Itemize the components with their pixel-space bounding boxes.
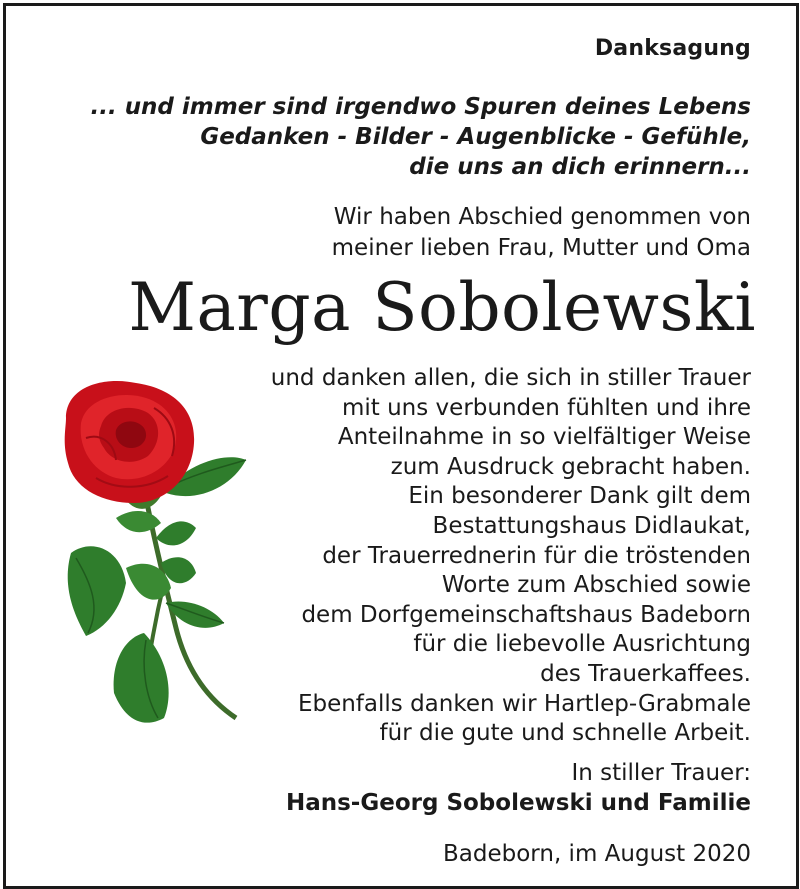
deceased-name: Marga Sobolewski	[128, 269, 756, 346]
notice-heading: Danksagung	[594, 36, 751, 61]
thanks-line: für die liebevolle Ausrichtung	[413, 631, 751, 658]
poem	[90, 92, 751, 182]
closing	[286, 758, 751, 818]
thanks-line: mit uns verbunden fühlten und ihre	[341, 394, 751, 421]
intro-line: meiner lieben Frau, Mutter und Oma	[331, 235, 751, 261]
place-date: Badeborn, im August 2020	[443, 841, 751, 867]
thanks-line: des Trauerkaffees.	[540, 660, 751, 687]
thanks-line: dem Dorfgemeinschaftshaus Badeborn	[301, 601, 751, 628]
rose-icon	[46, 378, 256, 728]
thanks-line: Ein besonderer Dank gilt dem	[408, 483, 751, 510]
poem-line: die uns an dich erinnern...	[409, 154, 751, 180]
thanks-line: und danken allen, die sich in stiller Trauer	[270, 365, 751, 391]
thanks-line: für die gute und schnelle Arbeit.	[379, 720, 751, 747]
poem-line: ... und immer sind irgendwo Spuren deines Lebens	[90, 94, 751, 120]
thanks-line: Ebenfalls danken wir Hartlep-Grabmale	[297, 690, 751, 717]
signer: Hans-Georg Sobolewski und Familie	[285, 790, 751, 816]
intro	[332, 202, 751, 264]
thanks-line: Worte zum Abschied sowie	[441, 572, 751, 599]
thanks-line: der Trauerrednerin für die tröstenden	[322, 542, 751, 569]
notice-frame	[3, 3, 799, 889]
poem-line: Gedanken - Bilder - Augenblicke - Gefühle,	[200, 124, 751, 150]
thanks-line: zum Ausdruck gebracht haben.	[390, 453, 751, 480]
thanks-line: Anteilnahme in so vielfältiger Weise	[337, 424, 751, 451]
closing-label: In stiller Trauer:	[571, 760, 751, 786]
thanks-line: Bestattungshaus Didlaukat,	[432, 512, 751, 539]
thanks-text	[271, 364, 751, 749]
intro-line: Wir haben Abschied genommen von	[333, 204, 751, 230]
